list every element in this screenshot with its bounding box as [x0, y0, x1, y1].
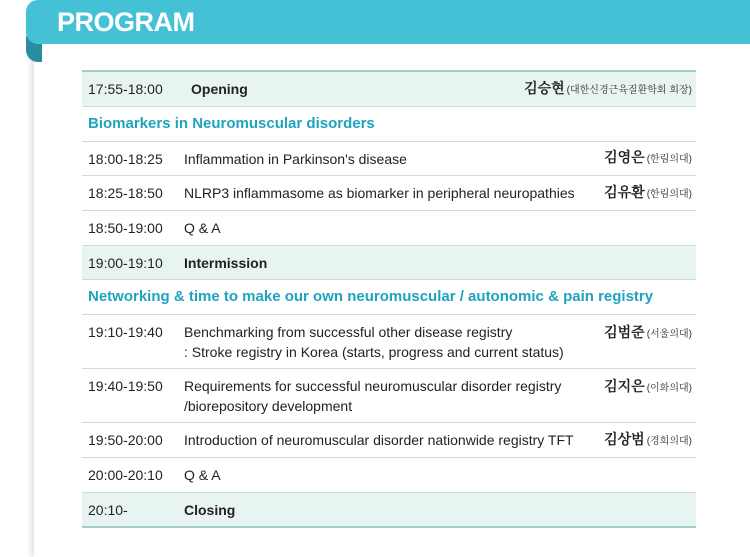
row-speaker — [604, 376, 696, 399]
program-row-opening — [82, 70, 696, 107]
row-time: 19:10-19:40 — [88, 324, 163, 340]
row-title: Opening — [191, 81, 248, 97]
row-title-line: Requirements for successful neuromuscular disorder registry — [184, 378, 562, 394]
row-time: 20:10- — [88, 501, 128, 518]
section-title: Biomarkers in Neuromuscular disorders — [88, 115, 375, 132]
row-speaker — [604, 147, 696, 170]
row-speaker — [604, 429, 696, 452]
section-header-networking — [82, 280, 696, 315]
row-time: 20:00-20:10 — [88, 467, 163, 483]
program-row-intermission — [82, 246, 696, 280]
row-time: 19:50-20:00 — [88, 432, 163, 448]
section-title: Networking & time to make our own neuromuscular / autonomic & pain registry — [88, 288, 654, 305]
section-header-biomarkers — [82, 107, 696, 142]
speaker-affiliation: (경희의대) — [646, 435, 692, 447]
row-speaker — [604, 182, 696, 205]
program-row-closing — [82, 493, 696, 528]
speaker-name: 김승현 — [524, 79, 565, 96]
row-title: Q & A — [184, 467, 221, 483]
row-time: 18:00-18:25 — [88, 150, 163, 167]
row-title-line: : Stroke registry in Korea (starts, progress and current status) — [184, 344, 564, 360]
speaker-affiliation: (이화의대) — [646, 383, 692, 394]
speaker-name: 김지은 — [604, 378, 645, 394]
speaker-affiliation: (한림의대) — [646, 188, 692, 200]
program-row — [82, 142, 696, 176]
row-title-line: Benchmarking from successful other disease registry — [184, 324, 513, 340]
row-title — [184, 322, 604, 362]
speaker-name: 김상범 — [604, 430, 645, 447]
speaker-name: 김유환 — [604, 183, 645, 200]
program-row — [82, 211, 696, 246]
program-row — [82, 458, 696, 493]
row-speaker — [604, 322, 696, 345]
page-title: PROGRAM — [57, 7, 195, 37]
row-time: 19:00-19:10 — [88, 254, 163, 271]
speaker-affiliation: (한림의대) — [646, 154, 692, 165]
row-title: Introduction of neuromuscular disorder nationwide registry TFT — [184, 432, 574, 448]
row-time: 18:50-19:00 — [88, 220, 163, 236]
program-table — [82, 70, 696, 528]
program-row — [82, 423, 696, 458]
program-row — [82, 176, 696, 211]
program-row — [82, 369, 696, 423]
row-time: 17:55-18:00 — [88, 81, 163, 97]
speaker-affiliation: (서울의대) — [646, 329, 692, 340]
speaker-affiliation: (대한신경근육질환학회 회장) — [566, 84, 692, 96]
speaker-name: 김영은 — [604, 149, 645, 165]
row-title: Inflammation in Parkinson's disease — [184, 150, 407, 167]
row-title: Q & A — [184, 220, 221, 236]
row-title: Closing — [184, 501, 236, 518]
row-title: NLRP3 inflammasome as biomarker in peripheral neuropathies — [184, 185, 575, 201]
row-time: 19:40-19:50 — [88, 378, 163, 394]
row-title: Intermission — [184, 254, 268, 271]
speaker-name: 김범준 — [604, 324, 645, 340]
row-title-line: /biorepository development — [184, 398, 353, 414]
program-row — [82, 315, 696, 369]
row-time: 18:25-18:50 — [88, 185, 163, 201]
row-speaker — [524, 78, 696, 101]
row-title — [184, 376, 604, 416]
